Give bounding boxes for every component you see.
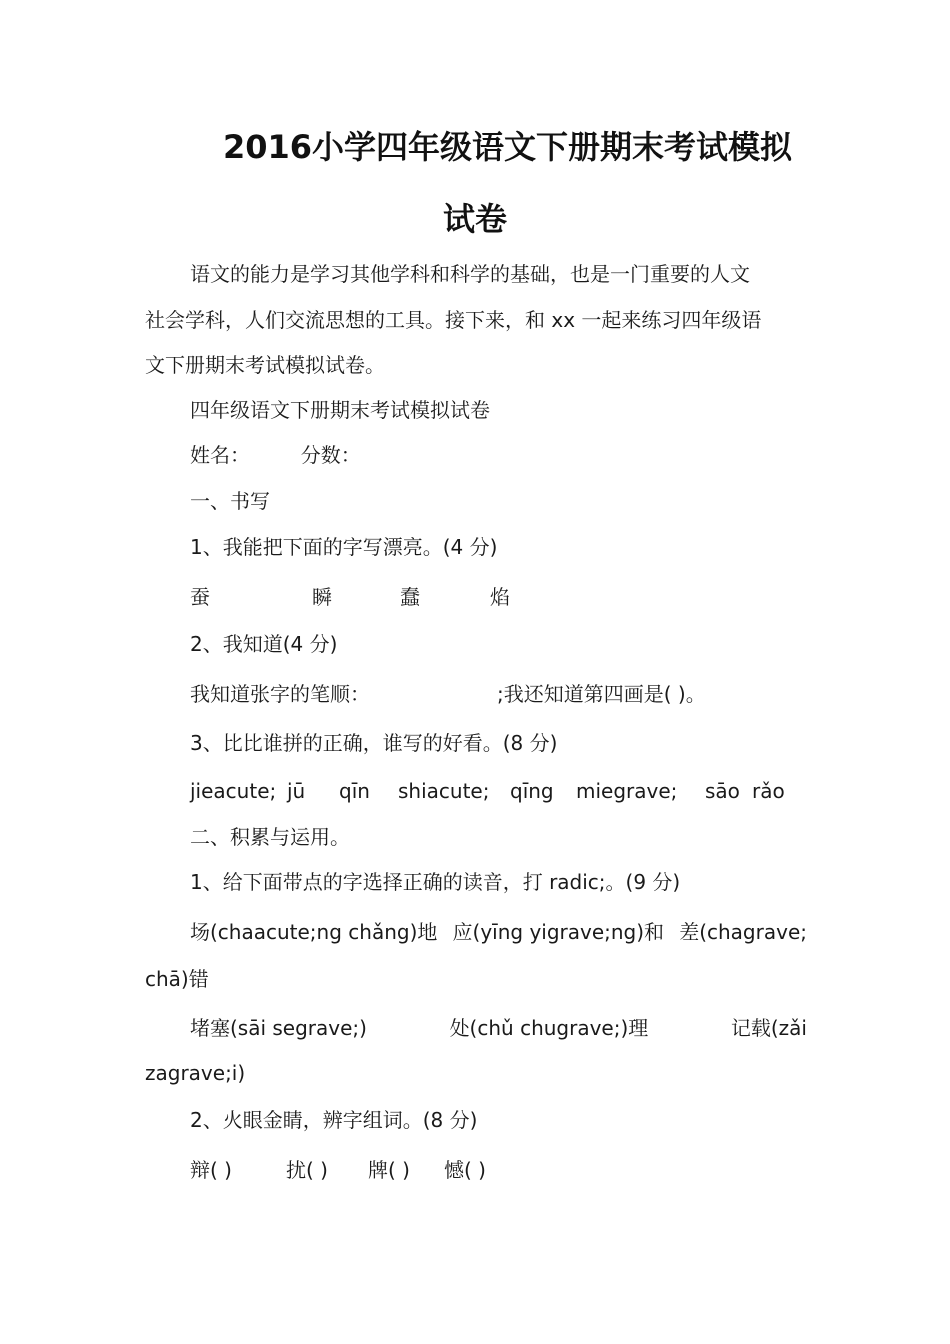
section1-q2: 2、我知道(4 分): [190, 632, 338, 656]
document-title-line1: 2016小学四年级语文下册期末考试模拟: [222, 128, 793, 166]
section1-q3: 3、比比谁拼的正确，谁写的好看。(8 分): [190, 731, 558, 755]
q2-word-items: [190, 1158, 807, 1182]
pronunciation-item: 堵塞(sāi segrave;): [190, 1016, 367, 1040]
pinyin-item: shiacute;: [398, 779, 490, 803]
char-item: 瞬: [312, 585, 332, 609]
name-score-row: [190, 443, 807, 467]
word-item: 憾( ): [444, 1158, 486, 1182]
char-item: 蚕: [190, 585, 210, 609]
section2-q2: 2、火眼金睛，辨字组词。(8 分): [190, 1108, 478, 1132]
pronunciation-item: 应(yīng yigrave;ng)和: [452, 920, 665, 944]
pronunciation-item: 差(chagrave;: [679, 920, 807, 944]
exam-subtitle: 四年级语文下册期末考试模拟试卷: [190, 398, 490, 422]
intro-line-3: 文下册期末考试模拟试卷。: [145, 353, 385, 377]
pronunciation-item: 场(chaacute;ng chǎng)地: [190, 920, 438, 944]
pinyin-item: qīng: [510, 779, 554, 803]
q3-pinyin-row: [190, 779, 807, 803]
q1-pronunciation-row2: [190, 1016, 807, 1040]
fourth-stroke-text: ;我还知道第四画是( )。: [497, 682, 706, 706]
section1-q1: 1、我能把下面的字写漂亮。(4 分): [190, 535, 498, 559]
score-label: 分数：: [300, 443, 361, 467]
intro-line-2: 社会学科，人们交流思想的工具。接下来，和 xx 一起来练习四年级语: [145, 308, 762, 332]
pronunciation-item: 处(chǔ chugrave;)理: [449, 1016, 649, 1040]
word-item: 牌( ): [368, 1158, 410, 1182]
name-label: 姓名：: [190, 443, 250, 467]
section2-heading: 二、积累与运用。: [190, 825, 350, 849]
pinyin-item: qīn: [339, 779, 370, 803]
word-item: 扰( ): [286, 1158, 328, 1182]
section2-q1: 1、给下面带点的字选择正确的读音，打 radic;。(9 分): [190, 870, 681, 894]
char-item: 焰: [490, 585, 510, 609]
document-title-line2: 试卷: [442, 200, 507, 238]
word-item: 辩( ): [190, 1158, 232, 1182]
char-item: 蠢: [400, 585, 420, 609]
intro-line-1: 语文的能力是学习其他学科和科学的基础，也是一门重要的人文: [190, 262, 750, 286]
q2-content: [190, 682, 807, 706]
pinyin-item: jieacute;: [190, 779, 277, 803]
q1-pronunciation-row1: [190, 920, 807, 944]
pinyin-item: jū: [287, 779, 306, 803]
q1-pronunciation-row2-cont: zagrave;i): [145, 1061, 246, 1085]
q1-characters: [190, 585, 807, 609]
pinyin-item: sāo: [705, 779, 740, 803]
q1-pronunciation-row1-cont: chā)错: [145, 967, 209, 991]
pinyin-item: miegrave;: [576, 779, 678, 803]
stroke-order-text: 我知道张字的笔顺：: [190, 682, 370, 706]
pronunciation-item: 记载(zǎi: [730, 1016, 807, 1040]
section1-heading: 一、书写: [190, 489, 270, 513]
pinyin-item: rǎo: [752, 779, 785, 803]
